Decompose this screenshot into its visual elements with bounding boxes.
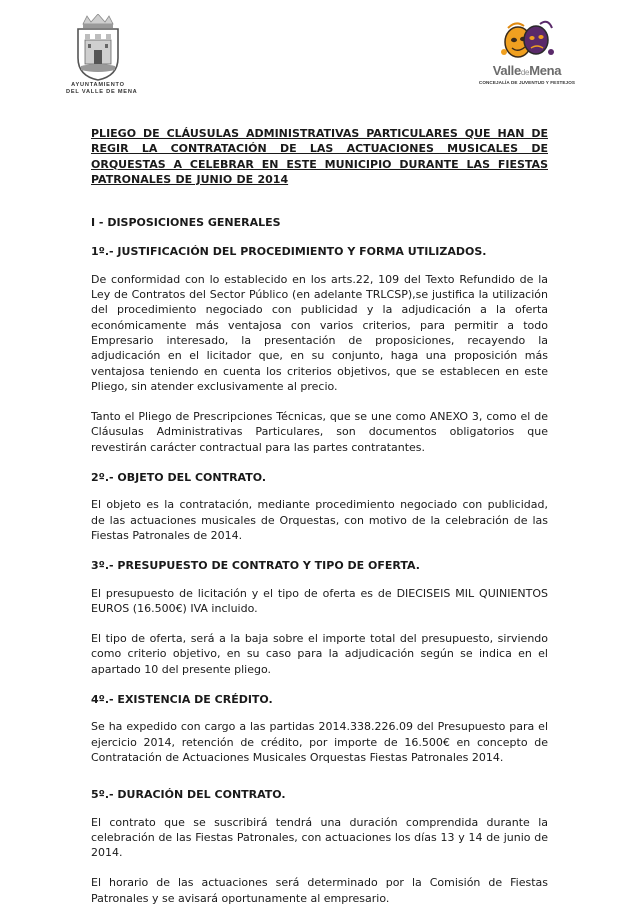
festival-masks-icon	[496, 18, 558, 64]
brand-subtitle: CONCEJALÍA DE JUVENTUD Y FESTEJOS	[478, 80, 576, 85]
logo-caption-line1: AYUNTAMIENTO	[71, 82, 125, 88]
logo-caption-line2: DEL VALLE DE MENA	[66, 89, 138, 95]
clause-3-paragraph-1: El presupuesto de licitación y el tipo de oferta es de DIECISEIS MIL QUINIENTOS EUROS (16.500€) IVA incluido.	[91, 586, 548, 615]
clause-2-paragraph-1: El objeto es la contratación, mediante procedimiento negociado con publicidad, de las actuaciones musicales de Orquestas, con motivo de la celebración de las Fiestas Patronales de 2014.	[91, 498, 548, 542]
festival-logo	[472, 18, 582, 98]
brand-name	[472, 64, 582, 80]
clause-4-paragraph-1: Se ha expedido con cargo a las partidas 2014.338.226.09 del Presupuesto para el ejercicio 2014, retención de crédito, por importe de 16.500€ en concepto de Contratación de Actuaciones Musicales Orquestas Fiestas Patronales 2014.	[91, 720, 548, 764]
clause-5-heading: 5º.- DURACIÓN DEL CONTRATO.	[91, 788, 286, 802]
brand-valle: Valle	[492, 63, 521, 78]
clause-3-heading: 3º.- PRESUPUESTO DE CONTRATO Y TIPO DE OFERTA.	[91, 559, 420, 573]
brand-mena: Mena	[529, 63, 562, 78]
clause-4-heading: 4º.- EXISTENCIA DE CRÉDITO.	[91, 693, 273, 707]
clause-2-heading: 2º.- OBJETO DEL CONTRATO.	[91, 471, 266, 485]
document-title: PLIEGO DE CLÁUSULAS ADMINISTRATIVAS PARTICULARES QUE HAN DE REGIR LA CONTRATACIÓN DE LAS ACTUACIONES MUSICALES DE ORQUESTAS A CELEBRAR EN ESTE MUNICIPIO DURANTE LAS FIESTAS PATRONALES DE JUNIO DE 2014	[91, 127, 548, 186]
document-body	[91, 126, 548, 919]
clause-1-heading: 1º.- JUSTIFICACIÓN DEL PROCEDIMIENTO Y FORMA UTILIZADOS.	[91, 245, 487, 259]
clause-1-paragraph-2: Tanto el Pliego de Prescripciones Técnicas, que se une como ANEXO 3, como el de Cláusulas Administrativas Particulares, son documentos obligatorios que revestirán carácter contractual para las partes contratantes.	[91, 410, 548, 454]
brand-de: de	[520, 68, 530, 77]
clause-1-paragraph-1: De conformidad con lo establecido en los arts.22, 109 del Texto Refundido de la Ley de Contratos del Sector Público (en adelante TRLCSP),se justifica la utilización del procedimiento negociado con publicidad y la adjudicación a la oferta económicamente más ventajosa con varios criterios, para permitir a todo Empresario interesado, la presentación de proposiciones, recayendo la adjudicación en el licitador que, en su conjunto, haga una proposición más ventajosa teniendo en cuenta los criterios objetivos, que se establecen en este Pliego, sin atender exclusivamente al precio.	[91, 272, 548, 393]
section-heading: I - DISPOSICIONES GENERALES	[91, 216, 281, 230]
clause-5-paragraph-1: El contrato que se suscribirá tendrá una duración comprendida durante la celebración de las Fiestas Patronales, con actuaciones los días 13 y 14 de junio de 2014.	[91, 815, 548, 860]
municipality-logo	[66, 14, 138, 106]
clause-5-paragraph-2: El horario de las actuaciones será determinado por la Comisión de Fiestas Patronales y se avisará oportunamente al empresario.	[91, 876, 548, 905]
clause-3-paragraph-2: El tipo de oferta, será a la baja sobre el importe total del presupuesto, sirviendo como criterio objetivo, en su caso para la adjudicación según se indica en el apartado 10 del presente pliego.	[91, 632, 548, 676]
castle-coat-of-arms-icon	[73, 14, 123, 82]
